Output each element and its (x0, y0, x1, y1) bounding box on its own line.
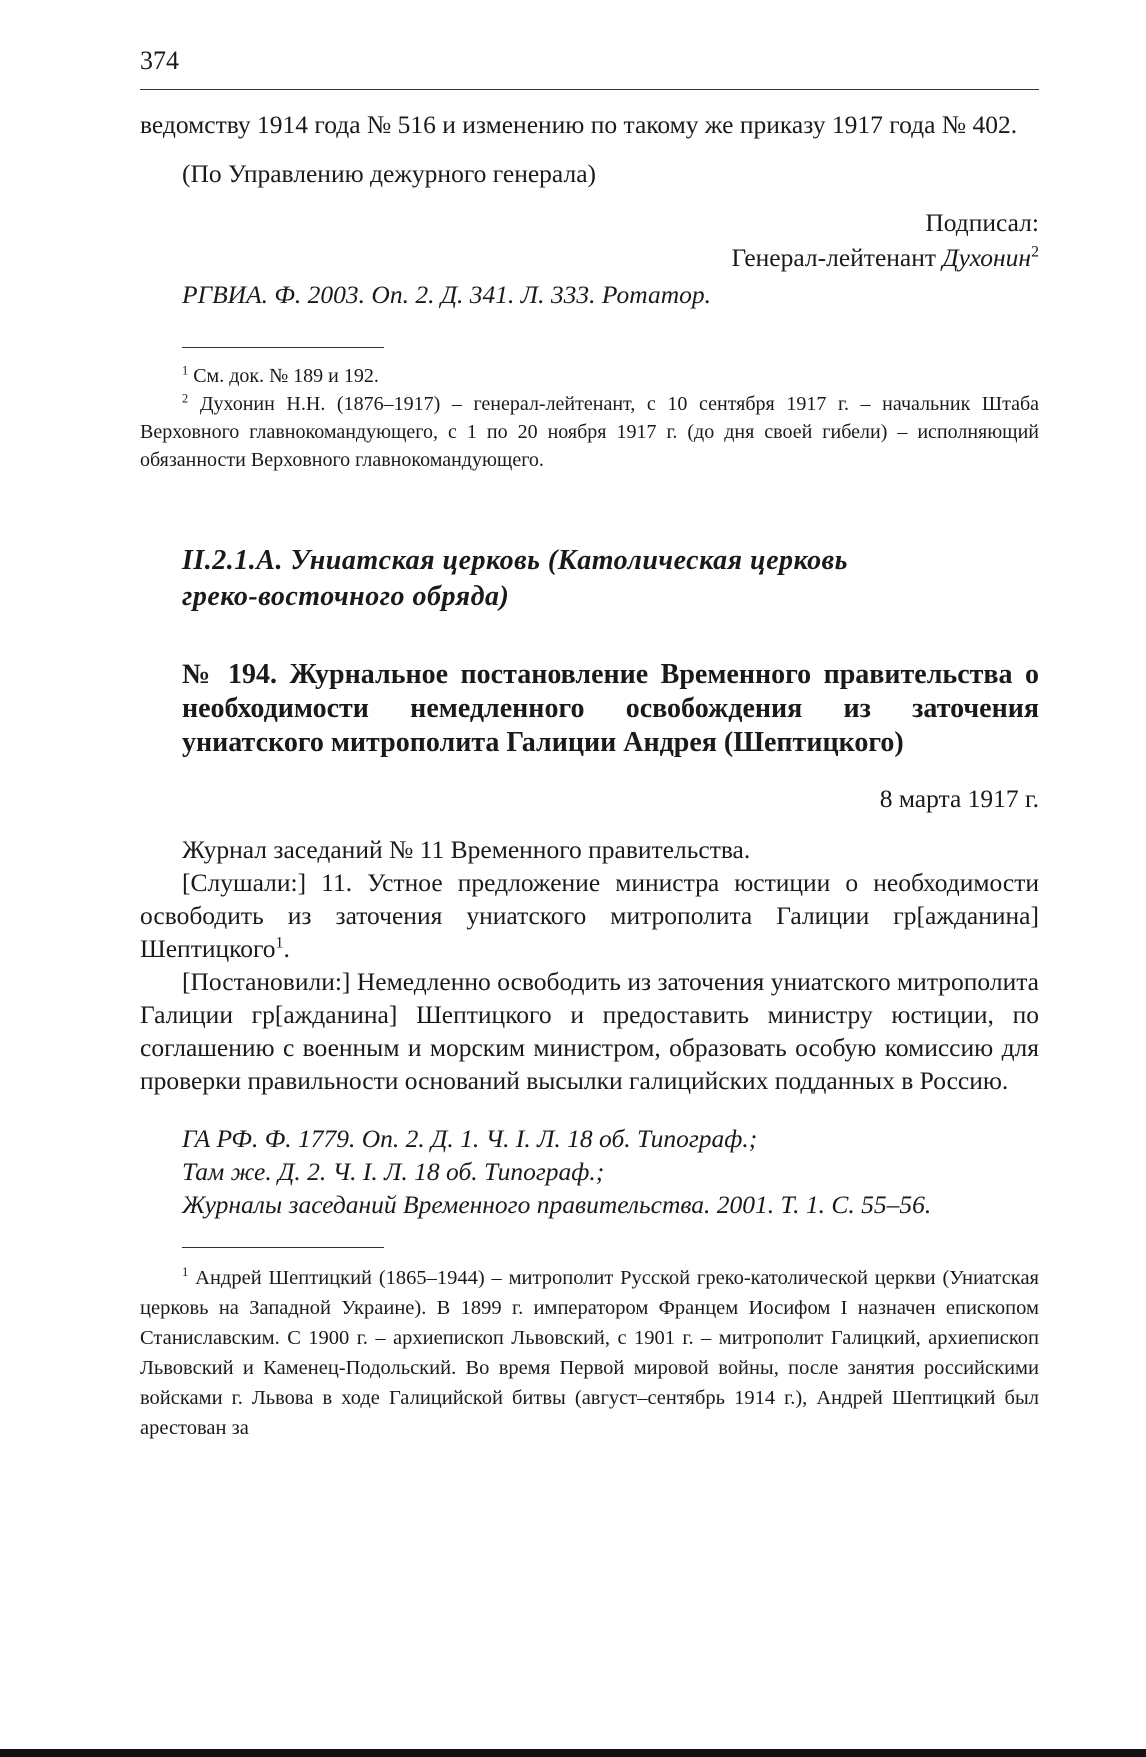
document-title: № 194. Журнальное постановление Временного правительства о необходимости немедленного освобождения из заточения униатского митрополита Галиции Андрея (Шептицкого) (182, 659, 1039, 758)
footnote-text: Духонин Н.Н. (1876–1917) – генерал-лейтенант, с 10 сентября 1917 г. – начальник Штаба Верховного главнокомандующего, с 1 по 20 ноября 1917 г. (до дня своей гибели) – исполняющий обязанности Верховного главнокомандующего. (140, 393, 1039, 471)
footnote-ref: 1 (275, 934, 284, 952)
header-rule (140, 89, 1039, 90)
continuation-text (140, 108, 1039, 274)
source-line: Там же. Д. 2. Ч. I. Л. 18 об. Типограф.; (182, 1157, 605, 1186)
footnote-rule (182, 347, 384, 348)
paragraph-text: [Слушали:] 11. Устное предложение министра юстиции о необходимости освободить из заточения униатского митрополита Галиции гр[ажданина] Шептицкого (140, 868, 1039, 963)
footnote (140, 390, 1039, 474)
document-date: 8 марта 1917 г. (879, 784, 1039, 813)
signature (140, 241, 1039, 274)
paragraph (140, 866, 1039, 965)
document-sources (140, 1122, 1039, 1221)
footnote-text: См. док. № 189 и 192. (188, 365, 379, 387)
section-title: II.2.1.А. Униатская церковь (Католическая церковь греко-восточного обряда) (182, 545, 848, 612)
footnotes-bottom (140, 1263, 1039, 1443)
footnote-text: Андрей Шептицкий (1865–1944) – митрополит Русской греко-католической церкви (Униатская церковь на Западной Украине). В 1899 г. императором Францем Иосифом I назначен епископом Станиславским. С 1900 г. – архиепископ Львовский, с 1901 г. – митрополит Галицкий, архиепископ Львовский и Каменец-Подольский. Во время Первой мировой войны, после занятия российскими войсками г. Львова в ходе Галицийской битвы (август–сентябрь 1914 г.), Андрей Шептицкий был арестован за (140, 1267, 1039, 1439)
footnote (140, 1263, 1039, 1443)
footnote (140, 362, 1039, 390)
footnote-number: 1 (182, 1265, 189, 1280)
source-citation: РГВИА. Ф. 2003. Оп. 2. Д. 341. Л. 333. Ротатор. (182, 280, 711, 309)
archive-source (140, 278, 1039, 311)
footnote-ref: 2 (1031, 243, 1039, 261)
source-line: Журналы заседаний Временного правительства. 2001. Т. 1. С. 55–56. (182, 1190, 932, 1219)
signed-label: Подписал: (925, 208, 1039, 237)
document-heading (182, 658, 1039, 760)
signer-rank: Генерал-лейтенант (731, 243, 943, 272)
signer-name: Духонин (942, 243, 1032, 272)
section-heading (182, 543, 882, 615)
footnote-number: 2 (182, 391, 189, 406)
paragraph-end: . (283, 934, 290, 963)
footnote-number: 1 (182, 363, 189, 378)
paragraph: Журнал заседаний № 11 Временного правительства. (182, 835, 751, 864)
continuation-line: ведомству 1914 года № 516 и изменению по такому же приказу 1917 года № 402. (140, 110, 1018, 139)
paragraph: [Постановили:] Немедленно освободить из заточения униатского митрополита Галиции гр[ажданина] Шептицкого и предоставить министру юстиции, по соглашению с военным и морским министром, образовать особую комиссию для проверки правильности оснований высылки галицийских подданных в Россию. (140, 967, 1039, 1095)
scan-edge (0, 1749, 1146, 1757)
footnotes-top (140, 362, 1039, 474)
source-line: ГА РФ. Ф. 1779. Оп. 2. Д. 1. Ч. I. Л. 18 об. Типограф.; (182, 1124, 758, 1153)
footnote-rule (182, 1247, 384, 1248)
document-body (140, 782, 1039, 1097)
page-number: 374 (140, 46, 179, 75)
department-note: (По Управлению дежурного генерала) (182, 159, 597, 188)
